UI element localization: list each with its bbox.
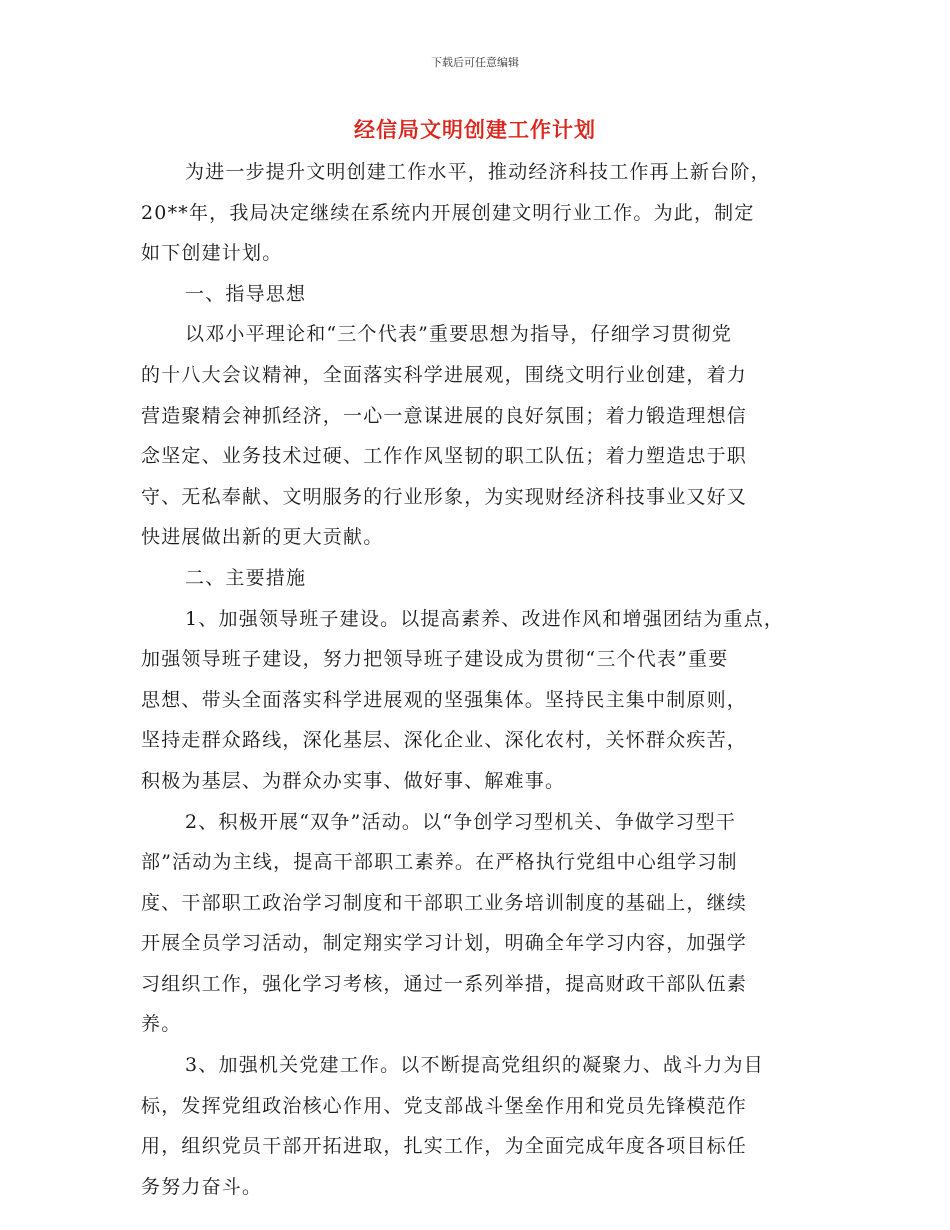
document-title: 经信局文明创建工作计划 — [354, 118, 596, 142]
body-line: 养。 — [141, 1013, 182, 1036]
body-line: 部”活动为主线，提高干部职工素养。在严格执行党组中心组学习制 — [141, 851, 738, 874]
body-line: 度、干部职工政治学习制度和干部职工业务培训制度的基础上，继续 — [141, 891, 748, 914]
body-line: 为进一步提升文明创建工作水平，推动经济科技工作再上新台阶， — [185, 161, 771, 183]
section-heading: 二、主要措施 — [185, 566, 307, 589]
body-line: 营造聚精会神抓经济，一心一意谋进展的良好氛围；着力锻造理想信 — [141, 404, 748, 427]
body-line: 务努力奋斗。 — [141, 1175, 263, 1198]
body-line: 守、无私奉献、文明服务的行业形象，为实现财经济科技事业又好又 — [141, 485, 748, 508]
section-heading: 一、指导思想 — [185, 282, 307, 305]
body-line: 3、加强机关党建工作。以不断提高党组织的凝聚力、战斗力为目 — [185, 1054, 764, 1077]
body-line: 如下创建计划。 — [141, 242, 283, 265]
body-line: 思想、带头全面落实科学进展观的坚强集体。坚持民主集中制原则， — [141, 688, 748, 711]
document-body — [141, 152, 821, 1207]
body-line: 1、加强领导班子建设。以提高素养、改进作风和增强团结为重点， — [185, 607, 785, 630]
body-line: 的十八大会议精神，全面落实科学进展观，围绕文明行业创建，着力 — [141, 363, 748, 386]
body-line: 坚持走群众路线，深化基层、深化企业、深化农村，关怀群众疾苦， — [141, 729, 748, 752]
header-note: 下载后可任意编辑 — [431, 56, 519, 69]
body-line: 开展全员学习活动，制定翔实学习计划，明确全年学习内容，加强学 — [141, 932, 748, 955]
body-line: 2、积极开展“双争”活动。以“争创学习型机关、争做学习型干 — [185, 810, 737, 833]
body-line: 用，组织党员干部开拓进取，扎实工作，为全面完成年度各项目标任 — [141, 1135, 748, 1158]
body-line: 20**年，我局决定继续在系统内开展创建文明行业工作。为此，制定 — [141, 201, 755, 224]
body-line: 加强领导班子建设，努力把领导班子建设成为贯彻“三个代表”重要 — [141, 648, 729, 671]
body-line: 积极为基层、为群众办实事、做好事、解难事。 — [141, 769, 566, 792]
body-line: 标，发挥党组政治核心作用、党支部战斗堡垒作用和党员先锋模范作 — [141, 1094, 748, 1117]
body-line: 快进展做出新的更大贡献。 — [141, 526, 384, 549]
body-line: 念坚定、业务技术过硬、工作作风坚韧的职工队伍；着力塑造忠于职 — [141, 445, 748, 468]
body-line: 习组织工作，强化学习考核，通过一系列举措，提高财政干部队伍素 — [141, 972, 748, 995]
body-line: 以邓小平理论和“三个代表”重要思想为指导，仔细学习贯彻党 — [185, 323, 733, 346]
